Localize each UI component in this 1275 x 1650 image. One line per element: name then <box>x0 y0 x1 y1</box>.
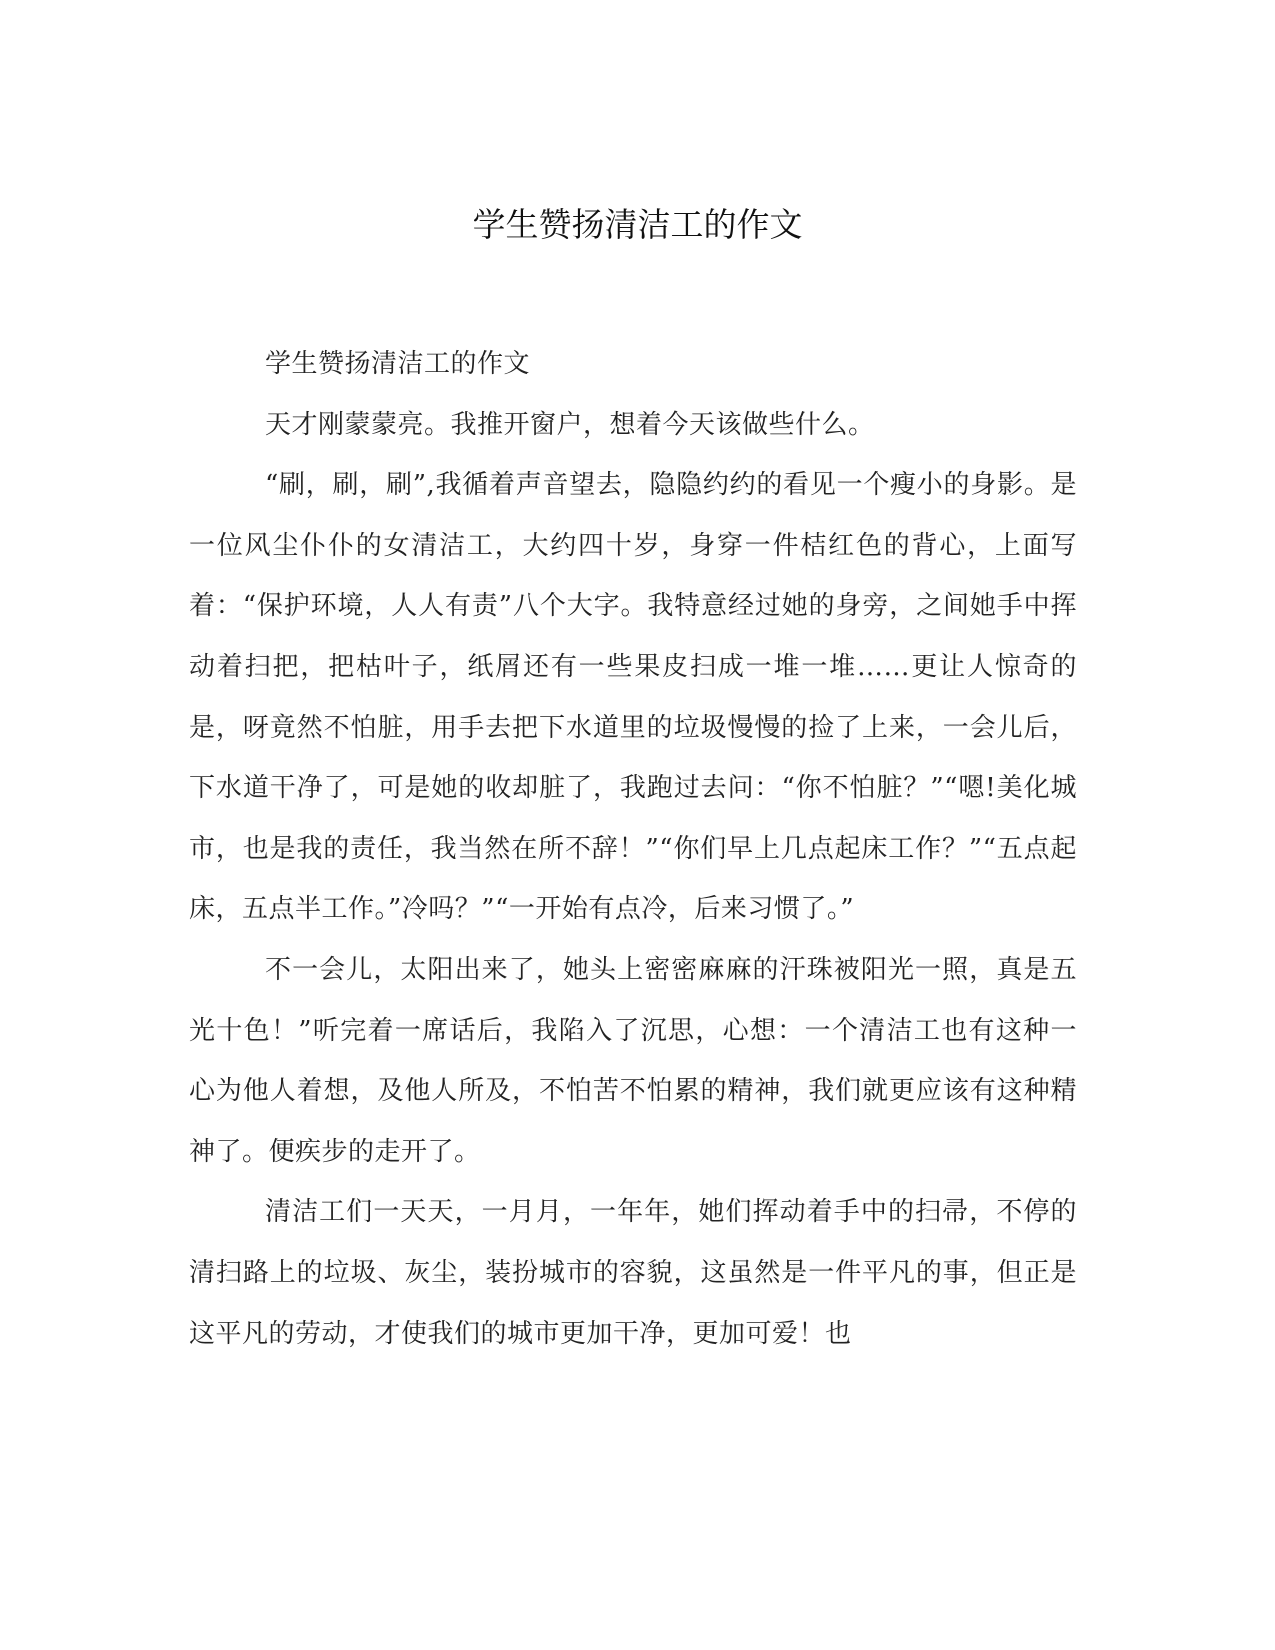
document-body <box>189 334 1077 1364</box>
paragraph: 学生赞扬清洁工的作文 <box>265 349 531 379</box>
paragraph: 不一会儿，太阳出来了，她头上密密麻麻的汗珠被阳光一照，真是五光十色！”听完着一席话后，我陷入了沉思，心想：一个清洁工也有这种一心为他人着想，及他人所及，不怕苦不怕累的精神，我们就更应该有这种精神了。便疾步的走开了。 <box>189 954 1077 1167</box>
paragraph: “刷，刷，刷”,我循着声音望去，隐隐约约的看见一个瘦小的身影。是一位风尘仆仆的女清洁工，大约四十岁，身穿一件桔红色的背心，上面写着：“保护环境，人人有责”八个大字。我特意经过她的身旁，之间她手中挥动着扫把，把枯叶子，纸屑还有一些果皮扫成一堆一堆……更让人惊奇的是，呀竟然不怕脏，用手去把下水道里的垃圾慢慢的捡了上来，一会儿后，下水道干净了，可是她的收却脏了，我跑过去问：“你不怕脏？”“嗯!美化城市，也是我的责任，我当然在所不辞！”“你们早上几点起床工作？”“五点起床，五点半工作。”冷吗？”“一开始有点冷，后来习惯了。” <box>189 470 1077 925</box>
paragraph: 清洁工们一天天，一月月，一年年，她们挥动着手中的扫帚，不停的清扫路上的垃圾、灰尘，装扮城市的容貌，这虽然是一件平凡的事，但正是这平凡的劳动，才使我们的城市更加干净，更加可爱！也 <box>189 1197 1077 1349</box>
paragraph: 天才刚蒙蒙亮。我推开窗户，想着今天该做些什么。 <box>265 409 875 440</box>
document-title: 学生赞扬清洁工的作文 <box>472 205 803 244</box>
